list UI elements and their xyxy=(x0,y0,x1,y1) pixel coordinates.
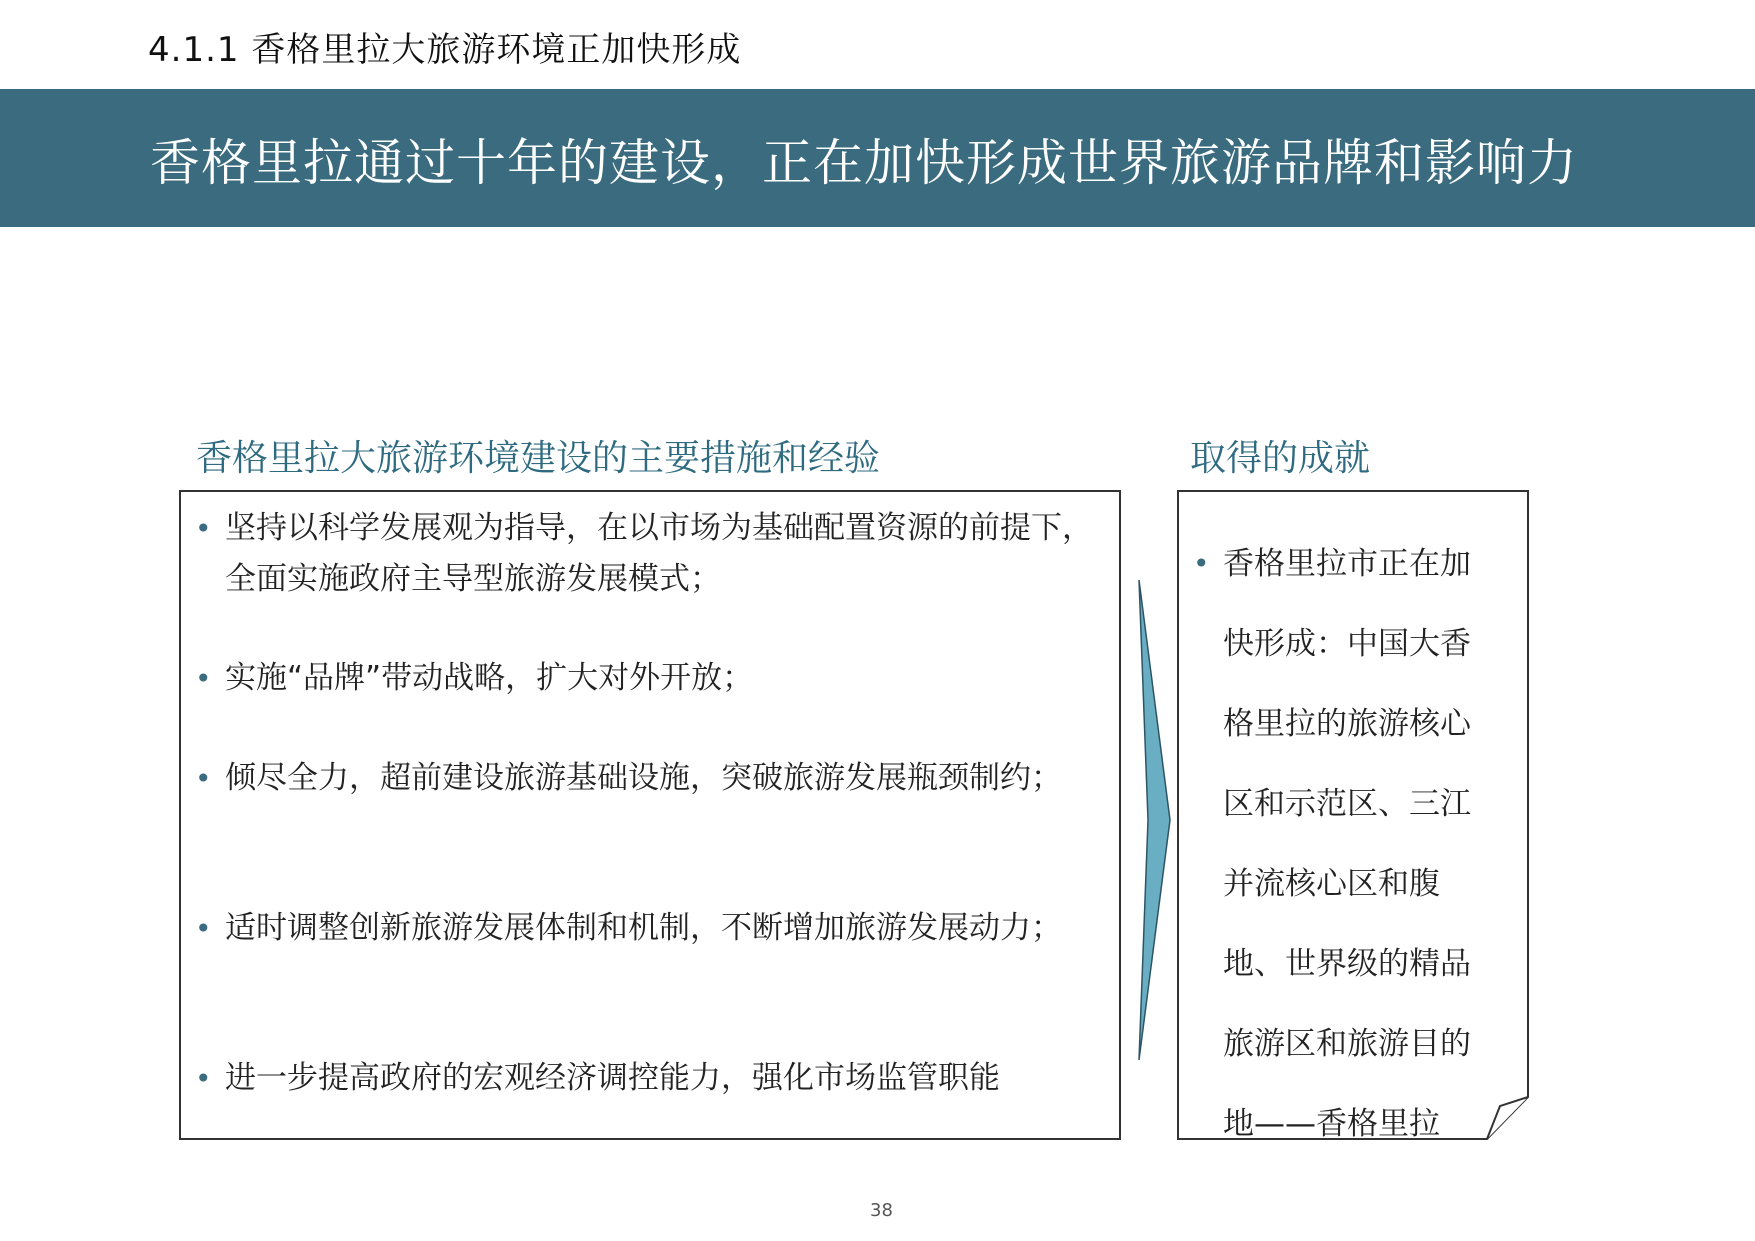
measures-heading: 香格里拉大旅游环境建设的主要措施和经验 xyxy=(196,438,881,479)
measure-item: • 倾尽全力，超前建设旅游基础设施，突破旅游发展瓶颈制约； xyxy=(195,753,1105,804)
achievements-box xyxy=(1177,490,1530,1141)
banner-title: 香格里拉通过十年的建设，正在加快形成世界旅游品牌和影响力 xyxy=(150,134,1578,192)
chevron-right-icon xyxy=(1135,580,1175,1060)
page-number: 38 xyxy=(870,1200,893,1221)
section-title: 4.1.1 香格里拉大旅游环境正加快形成 xyxy=(148,30,742,70)
measure-item: • 进一步提高政府的宏观经济调控能力，强化市场监管职能 xyxy=(195,1053,1105,1104)
measure-item: • 适时调整创新旅游发展体制和机制，不断增加旅游发展动力； xyxy=(195,903,1105,954)
measure-item: • 坚持以科学发展观为指导，在以市场为基础配置资源的前提下，全面实施政府主导型旅游发展模式； xyxy=(195,503,1105,605)
achievement-item: • 香格里拉市正在加快形成：中国大香格里拉的旅游核心区和示范区、三江并流核心区和腹地、世界级的精品旅游区和旅游目的地——香格里拉 xyxy=(1193,524,1493,1164)
title-banner xyxy=(0,89,1755,227)
measures-box xyxy=(179,490,1121,1140)
measure-item: • 实施“品牌”带动战略，扩大对外开放； xyxy=(195,653,1105,704)
achievements-heading: 取得的成就 xyxy=(1190,438,1371,479)
